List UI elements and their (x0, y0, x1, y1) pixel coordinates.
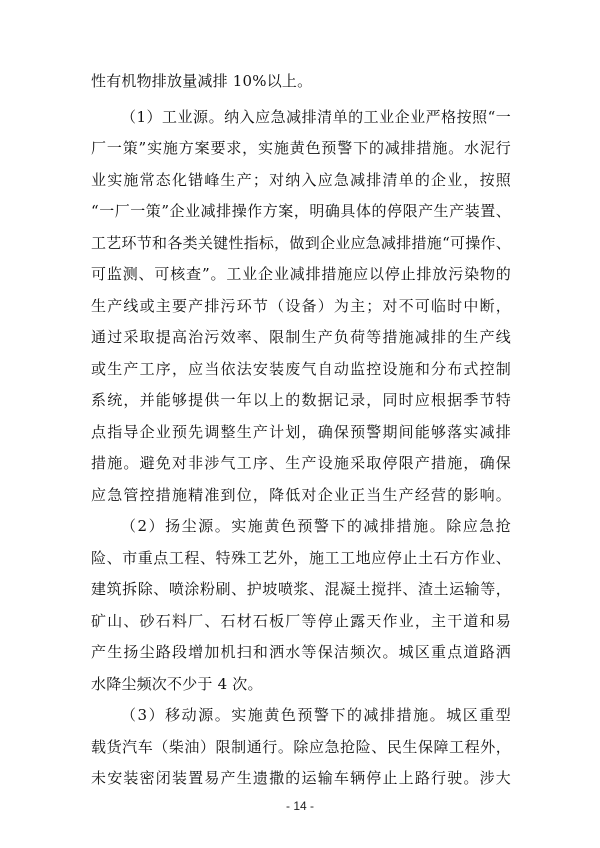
text-line: 工艺环节和各类关键性指标，做到企业应急减排措施“可操作、 (91, 234, 511, 252)
text-line: “一厂一策”企业减排操作方案，明确具体的停限产生产装置、 (91, 202, 511, 220)
text-line: 险、市重点工程、特殊工艺外，施工工地应停止土石方作业、 (91, 549, 511, 567)
text-line: 点指导企业预先调整生产计划，确保预警期间能够落实减排 (91, 423, 511, 441)
paragraph-heading-industrial: （1）工业源。纳入应急减排清单的工业企业严格按照“一 (121, 108, 511, 126)
text-line: 或生产工序，应当依法安装废气自动监控设施和分布式控制 (91, 360, 511, 378)
text-line: 矿山、砂石料厂、石材石板厂等停止露天作业，主干道和易 (91, 612, 511, 630)
paragraph-heading-dust: （2）扬尘源。实施黄色预警下的减排措施。除应急抢 (121, 517, 511, 535)
text-line: 水降尘频次不少于 4 次。 (91, 675, 263, 693)
text-line: 业实施常态化错峰生产；对纳入应急减排清单的企业，按照 (91, 171, 511, 189)
paragraph-heading-mobile: （3）移动源。实施黄色预警下的减排措施。城区重型 (121, 706, 511, 724)
text-line: 生产线或主要产排污环节（设备）为主；对不可临时中断， (91, 297, 511, 315)
text-line: 应急管控措施精准到位，降低对企业正当生产经营的影响。 (91, 486, 511, 504)
text-line: 通过采取提高治污效率、限制生产负荷等措施减排的生产线 (91, 328, 511, 346)
text-line: 产生扬尘路段增加机扫和洒水等保洁频次。城区重点道路洒 (91, 643, 511, 661)
text-line: 载货汽车（柴油）限制通行。除应急抢险、民生保障工程外， (91, 738, 511, 756)
text-line: 系统，并能够提供一年以上的数据记录，同时应根据季节特 (91, 391, 511, 409)
text-line: 建筑拆除、喷涂粉刷、护坡喷浆、混凝土搅拌、渣土运输等， (91, 580, 511, 598)
text-line: 性有机物排放量减排 10%以上。 (91, 72, 313, 90)
page-number: - 14 - (285, 799, 314, 813)
text-line: 未安装密闭装置易产生遗撒的运输车辆停止上路行驶。涉大 (91, 769, 511, 787)
text-line: 厂一策”实施方案要求，实施黄色预警下的减排措施。水泥行 (91, 139, 511, 157)
text-line: 可监测、可核查”。工业企业减排措施应以停止排放污染物的 (91, 265, 511, 283)
text-line: 措施。避免对非涉气工序、生产设施采取停限产措施，确保 (91, 454, 511, 472)
